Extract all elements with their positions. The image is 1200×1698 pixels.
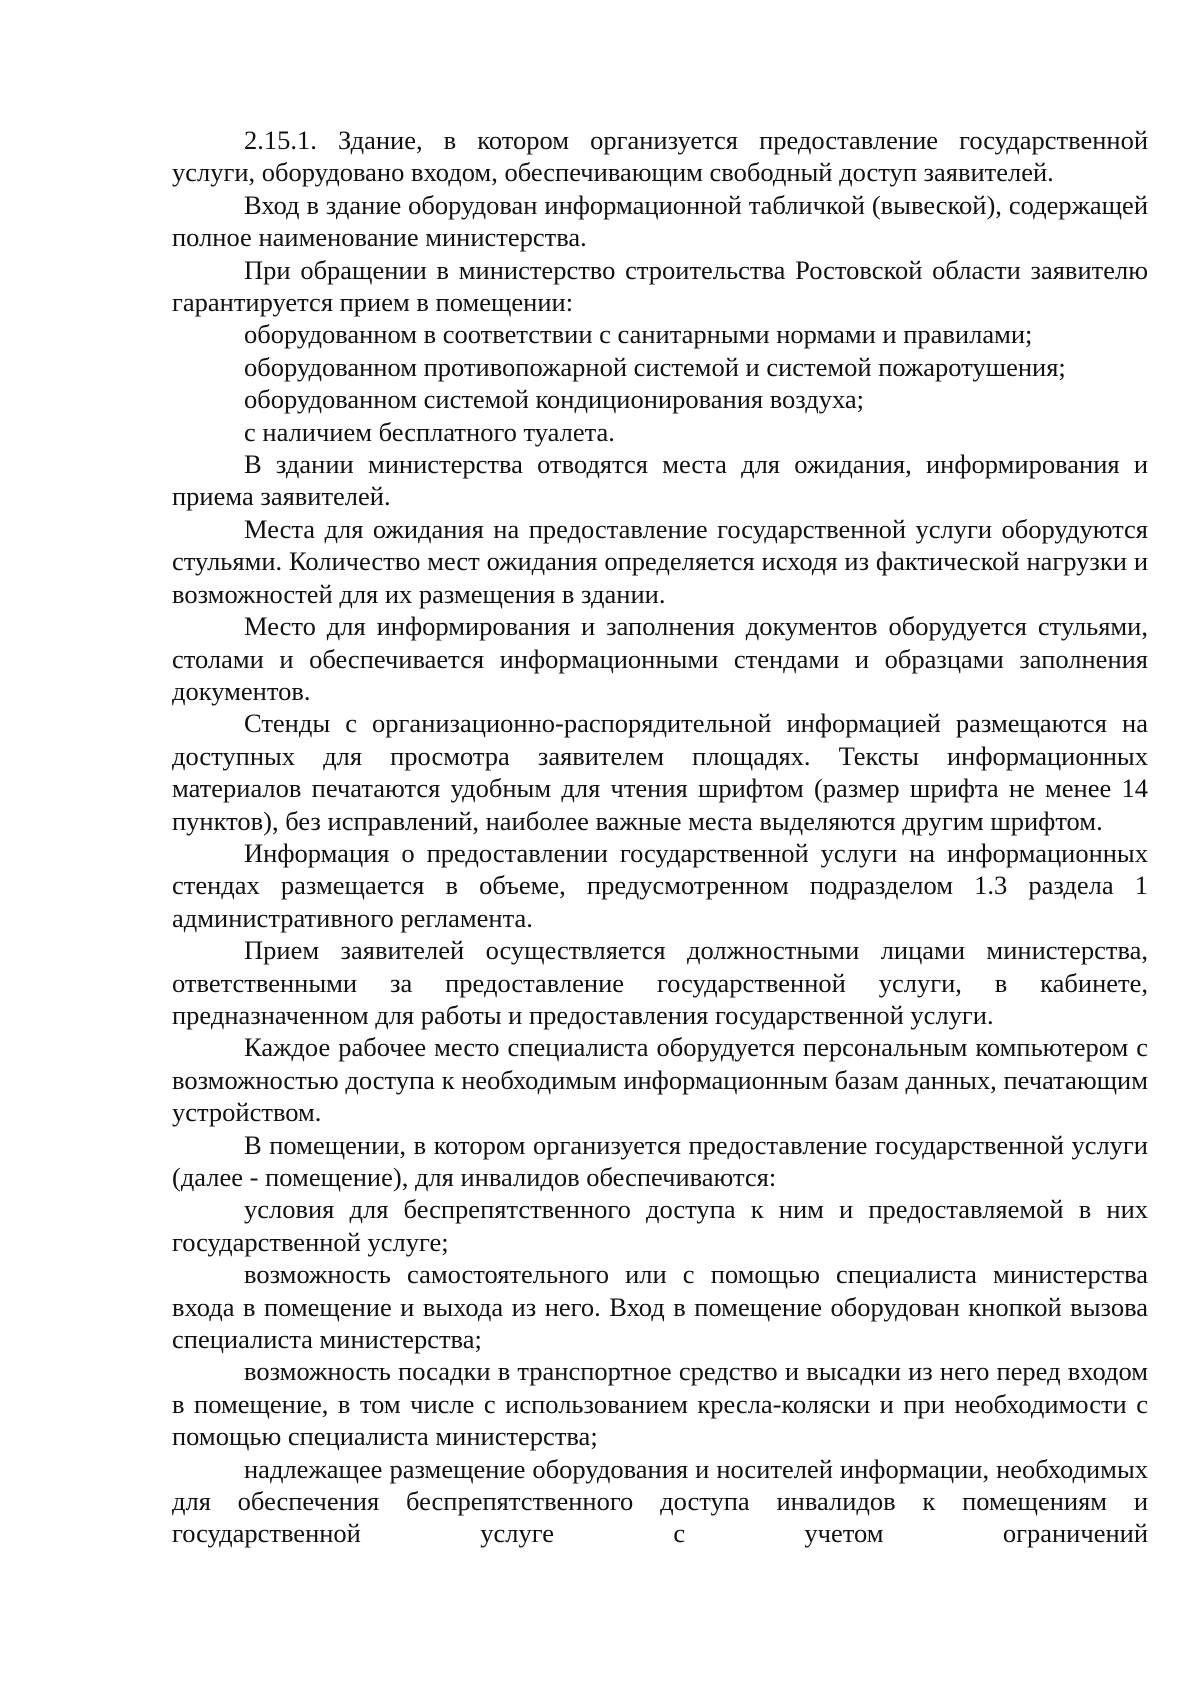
- list-item-toilet: с наличием бесплатного туалета.: [244, 416, 615, 447]
- paragraph-2-15-1: 2.15.1. Здание, в котором организуется предоставление государственной услуги, оборудовано входом, обеспечивающим свободный доступ заявителей.: [172, 125, 1148, 188]
- list-item-transport: возможность посадки в транспортное средство и высадки из него перед входом в помещение, в том числе с использованием кресла-коляски и при необходимости с помощью специалиста министерства;: [172, 1356, 1148, 1452]
- paragraph-waiting-areas: В здании министерства отводятся места для ожидания, информирования и приема заявителей.: [172, 449, 1148, 512]
- list-item-fire-system: оборудованном противопожарной системой и системой пожаротушения;: [244, 351, 1066, 382]
- paragraph-entrance-sign: Вход в здание оборудован информационной табличкой (вывеской), содержащей полное наименование министерства.: [172, 189, 1148, 253]
- paragraph-disabled-provisions: В помещении, в котором организуется предоставление государственной услуги (далее - помещение), для инвалидов обеспечиваются:: [172, 1129, 1148, 1192]
- list-item-equipment-placement: надлежащее размещение оборудования и носителей информации, необходимых для обеспечения беспрепятственного доступа инвалидов к помещениям и государственной услуге с учетом ограничений: [172, 1453, 1148, 1549]
- paragraph-information-place: Место для информирования и заполнения документов оборудуется стульями, столами и обеспечивается информационными стендами и образцами заполнения документов.: [172, 611, 1148, 706]
- paragraph-reception-officials: Прием заявителей осуществляется должностными лицами министерства, ответственными за предоставление государственной услуги, в кабинете, предназначенном для работы и предоставления государственной услуги.: [172, 935, 1148, 1030]
- document-page: [172, 124, 1148, 1550]
- paragraph-waiting-chairs: Места для ожидания на предоставление государственной услуги оборудуются стульями. Количество мест ожидания определяется исходя из фактической нагрузки и возможностей для их размещения в здании.: [172, 513, 1148, 609]
- list-item-entry-exit: возможность самостоятельного или с помощью специалиста министерства входа в помещение и выхода из него. Вход в помещение оборудован кнопкой вызова специалиста министерства;: [172, 1259, 1148, 1355]
- paragraph-stands: Стенды с организационно-распорядительной информацией размещаются на доступных для просмотра заявителем площадях. Тексты информационных материалов печатаются удобным для чтения шрифтом (размер шрифта не менее 14 пунктов), без исправлений, наиболее важные места выделяются другим шрифтом.: [172, 708, 1148, 836]
- paragraph-guaranteed-reception: При обращении в министерство строительства Ростовской области заявителю гарантируется прием в помещении:: [172, 254, 1148, 318]
- paragraph-stand-information: Информация о предоставлении государственной услуги на информационных стендах размещается в объеме, предусмотренном подразделом 1.3 раздела 1 административного регламента.: [172, 837, 1148, 933]
- paragraph-workplace: Каждое рабочее место специалиста оборудуется персональным компьютером с возможностью доступа к необходимым информационным базам данных, печатающим устройством.: [172, 1032, 1148, 1128]
- list-item-unhindered-access: условия для беспрепятственного доступа к ним и предоставляемой в них государственной услуге;: [172, 1194, 1148, 1257]
- list-item-sanitary: оборудованном в соответствии с санитарными нормами и правилами;: [244, 319, 1033, 350]
- list-item-air-conditioning: оборудованном системой кондиционирования воздуха;: [244, 384, 865, 415]
